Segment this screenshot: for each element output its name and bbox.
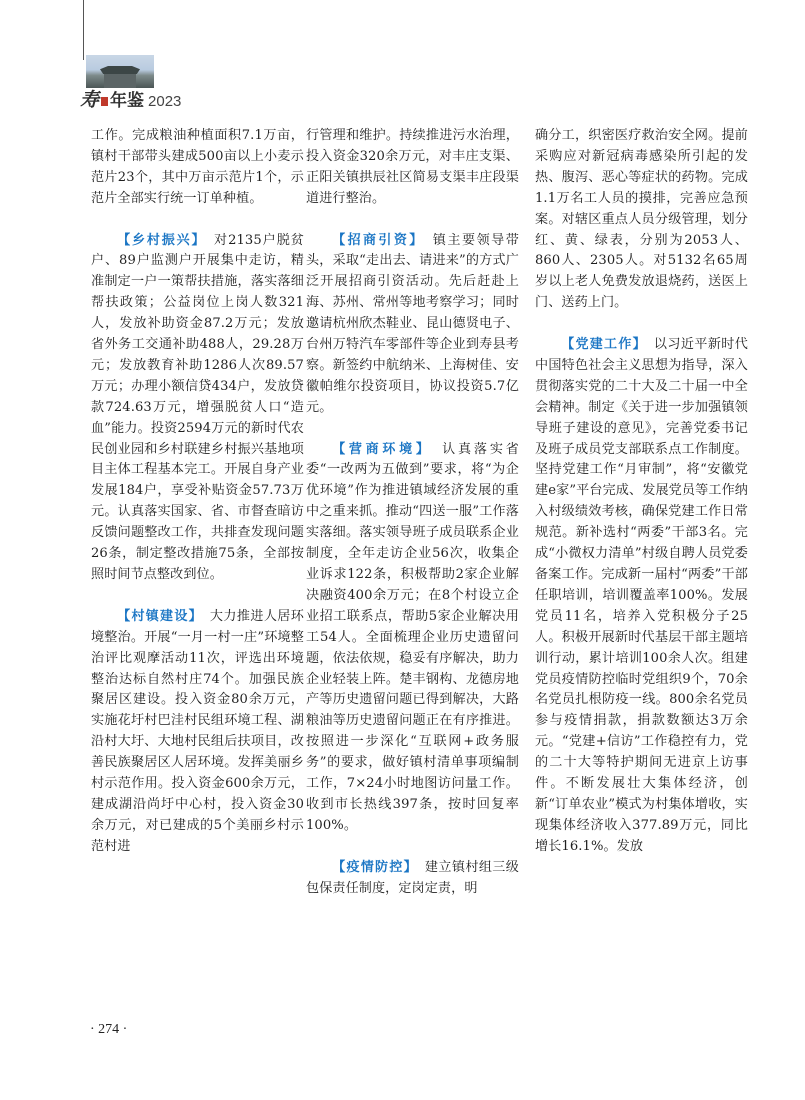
section-tag: 【党建工作】 bbox=[561, 337, 641, 353]
yearbook-title bbox=[80, 89, 181, 113]
photo-hall bbox=[104, 74, 136, 88]
section-tag: 【招商引资】 bbox=[332, 232, 419, 248]
title-text: 年鉴 bbox=[110, 91, 145, 111]
title-year: 2023 bbox=[148, 93, 182, 110]
seal-icon bbox=[101, 97, 108, 106]
header-rule bbox=[83, 0, 84, 60]
paragraph bbox=[306, 231, 519, 419]
page-number: · 274 · bbox=[90, 1022, 128, 1037]
title-mark: 寿 bbox=[80, 89, 100, 111]
paragraph-text: 对2135户脱贫户、89户监测户开展集中走访，精准制定一户一策帮扶措施，落实落细帮扶政策；公益岗位上岗人数321人，发放补助资金87.2万元；发放省外务工交通补助488人，29.28万元；发放教育补助1286人次89.57万元；办理小额信贷434户，发放贷款724.63万元，增强脱贫人口“造血”能力。投资2594万元的新时代农民创业园和乡村联建乡村振兴基地项目主体工程基本完工。开展自身产业发展184户，享受补贴资金57.73万元。认真落实国家、省、市督查暗访反馈问题整改工作，共排查发现问题26条，制定整改措施75条，全部按照时间节点整改到位。 bbox=[91, 232, 304, 583]
paragraph bbox=[91, 607, 304, 858]
page-header bbox=[80, 0, 320, 128]
paragraph bbox=[535, 126, 748, 314]
text-column-1 bbox=[91, 126, 304, 858]
photo-roof bbox=[100, 66, 140, 74]
paragraph-text: 镇主要领导带头，采取“走出去、请进来”的方式广泛开展招商引资活动。先后赶赴上海、苏州、常州等地考察学习；同时邀请杭州欣杰鞋业、昆山德贤电子、台州万特汽车零部件等企业到寿县考察。新签约中航纳米、上海树佳、安徽帕维尔投资项目，协议投资5.7亿元。 bbox=[306, 232, 519, 415]
paragraph bbox=[306, 440, 519, 837]
paragraph-text: 建立镇村组三级包保责任制度，定岗定责，明 bbox=[306, 859, 519, 896]
paragraph-text: 认真落实省委“一改两为五做到”要求，将“为企优环境”作为推进镇域经济发展的重中之重来抓。推动“四送一服”工作落实落细。落实领导班子成员联系企业制度，全年走访企业56次，收集企业诉求122条，积极帮助2家企业解决融资400余万元；在8个村设立企业招工联系点，帮助5家企业解决用工54人。全面梳理企业历史遗留问题，依法依规，稳妥有序解决，助力企业轻装上阵。楚丰钢构、龙德房地产等历史遗留问题已得到解决，大路粮油等历史遗留问题正在有序推进。按照进一步深化“互联网+政务服务”的要求，做好镇村清单事项编制工作，7×24小时地图访问量工作。收到市长热线397条，按时回复率100%。 bbox=[306, 441, 519, 833]
paragraph bbox=[535, 335, 748, 858]
section-tag: 【营商环境】 bbox=[332, 441, 427, 457]
paragraph-text: 以习近平新时代中国特色社会主义思想为指导，深入贯彻落实党的二十大及二十届一中全会精神。制定《关于进一步加强镇领导班子建设的意见》，完善党委书记及班子成员党支部联系点工作制度。坚持党建工作“月审制”，将“安徽党建e家”平台完成、发展党员等工作纳入村级绩效考核，确保党建工作日常规范。新补选村“两委”干部3名。完成“小微权力清单”村级自聘人员党委备案工作。完成新一届村“两委”干部任职培训，培训覆盖率100%。发展党员11名，培养入党积极分子25人。积极开展新时代基层干部主题培训行动，累计培训100余人次。组建党员疫情防控临时党组织9个，70余名党员扎根防疫一线。800余名党员参与疫情捐款，捐款数额达3万余元。“党建+信访”工作稳控有力，党的二十大等特护期间无进京上访事件。不断发展壮大集体经济，创新“订单农业”模式为村集体增收，实现集体经济收入377.89万元，同比增长16.1%。发放 bbox=[535, 337, 748, 854]
paragraph-text: 确分工，织密医疗救治安全网。提前采购应对新冠病毒感染所引起的发热、腹泻、恶心等症状的药物。完成1.1万名工人员的摸排，完善应急预案。对辖区重点人员分级管理，划分红、黄、绿表，分别为2053人、860人、2305人。对5132名65周岁以上老人免费发放退烧药，送医上门、送药上门。 bbox=[535, 128, 748, 311]
paragraph bbox=[91, 231, 304, 586]
paragraph bbox=[91, 126, 304, 210]
paragraph-text: 行管理和维护。持续推进污水治理，投入资金320余万元，对丰庄支渠、正阳关镇拱辰社区简易支渠丰庄段渠道进行整治。 bbox=[306, 128, 519, 206]
text-column-2 bbox=[306, 126, 519, 899]
section-tag: 【乡村振兴】 bbox=[117, 232, 200, 248]
header-photo bbox=[86, 55, 154, 88]
section-tag: 【村镇建设】 bbox=[117, 608, 197, 624]
paragraph bbox=[306, 126, 519, 210]
paragraph-text: 大力推进人居环境整治。开展“一月一村一庄”环境整治评比观摩活动11次，评选出环境整治达标自然村庄74个。加强民族聚居区建设。投入资金80余万元，实施花圩村巴洼村民组环境工程、湖沿村大圩、大地村民组后扶项目，改善民族聚居区人居环境。发挥美丽乡村示范作用。投入资金600余万元，建成湖沿尚圩中心村，投入资金30余万元，对已建成的5个美丽乡村示范村进 bbox=[91, 608, 304, 854]
text-column-3 bbox=[535, 126, 748, 858]
section-tag: 【疫情防控】 bbox=[332, 859, 412, 875]
paragraph bbox=[306, 858, 519, 900]
paragraph-text: 工作。完成粮油种植面积7.1万亩，镇村干部带头建成500亩以上小麦示范片23个，其中万亩示范片1个，示范片全部实行统一订单种植。 bbox=[91, 128, 304, 206]
